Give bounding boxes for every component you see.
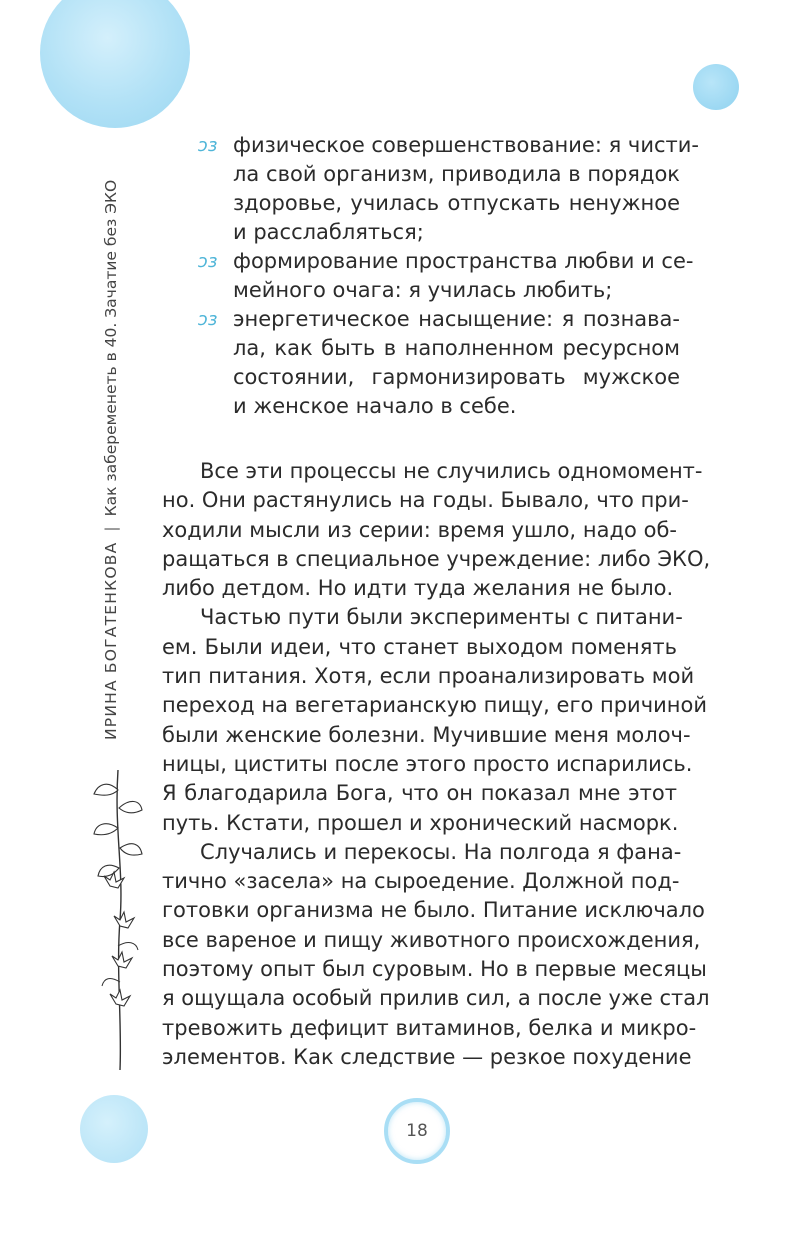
paragraph-line: либо детдом. Но идти туда желания не было. bbox=[162, 576, 674, 601]
running-head bbox=[96, 160, 126, 740]
bullet-line: формирование пространства любви и се- bbox=[233, 249, 694, 273]
paragraph-line: ницы, циститы после этого просто испарились. bbox=[162, 751, 693, 776]
bullet-list bbox=[196, 131, 699, 421]
paragraph-line: были женские болезни. Мучившие меня молоч- bbox=[162, 722, 691, 747]
bullet-icon: ↄз bbox=[198, 309, 218, 330]
bullet-line: физическое совершенствование: я чисти- bbox=[233, 133, 699, 157]
bullet-line: здоровье, училась отпускать ненужное bbox=[233, 191, 680, 215]
paragraph-line: все вареное и пищу животного происхождения, bbox=[162, 927, 701, 952]
page-number: 18 bbox=[406, 1121, 428, 1141]
paragraph-line: ращаться в специальное учреждение: либо ЭКО, bbox=[162, 546, 711, 571]
bullet-line: состоянии, гармонизировать мужское bbox=[233, 365, 680, 389]
paragraph-line: Частью пути были эксперименты с питани- bbox=[200, 605, 683, 630]
paragraph bbox=[162, 603, 707, 837]
bullet-item bbox=[196, 131, 699, 247]
paragraph bbox=[162, 838, 710, 1072]
decorative-watercolor-blob-bottom bbox=[80, 1095, 148, 1163]
paragraph-line: Я благодарила Бога, что он показал мне этот bbox=[162, 781, 677, 806]
paragraph-line: ем. Были идеи, что станет выходом поменять bbox=[162, 634, 677, 659]
paragraph-line: Случались и перекосы. На полгода я фана- bbox=[200, 839, 682, 864]
paragraph-line: тично «засела» на сыроедение. Должной под- bbox=[162, 869, 680, 894]
paragraph-line: я ощущала особый прилив сил, а после уже стал bbox=[162, 986, 710, 1011]
decorative-watercolor-blob-top bbox=[40, 0, 190, 128]
paragraph-line: путь. Кстати, прошел и хронический насморк. bbox=[162, 810, 679, 835]
running-head-title: Как забеременеть в 40. Зачатие без ЭКО bbox=[102, 179, 120, 517]
paragraph-line: тип питания. Хотя, если проанализировать мой bbox=[162, 664, 695, 689]
paragraph bbox=[162, 457, 711, 603]
decorative-watercolor-dot bbox=[693, 64, 739, 110]
bullet-item bbox=[196, 247, 694, 305]
running-head-separator: | bbox=[102, 526, 120, 532]
bullet-line: ла, как быть в наполненном ресурсном bbox=[233, 336, 680, 360]
bullet-line: и расслабляться; bbox=[233, 220, 424, 244]
paragraph-line: поэтому опыт был суровым. Но в первые месяцы bbox=[162, 957, 707, 982]
bullet-line: ла свой организм, приводила в порядок bbox=[233, 162, 680, 186]
body-text bbox=[162, 457, 711, 1072]
paragraph-line: но. Они растянулись на годы. Бывало, что при- bbox=[162, 488, 689, 513]
paragraph-line: Все эти процессы не случились одномомент- bbox=[200, 459, 703, 483]
paragraph-line: элементов. Как следствие — резкое похудение bbox=[162, 1044, 692, 1069]
bullet-icon: ↄз bbox=[198, 251, 218, 272]
bullet-line: мейного очага: я училась любить; bbox=[233, 278, 613, 302]
vine-illustration-icon bbox=[80, 770, 150, 1070]
paragraph-line: переход на вегетарианскую пищу, его причиной bbox=[162, 693, 707, 718]
bullet-item bbox=[196, 305, 680, 421]
paragraph-line: ходили мысли из серии: время ушло, надо об- bbox=[162, 517, 677, 542]
paragraph-line: готовки организма не было. Питание исключало bbox=[162, 898, 705, 923]
running-head-author: ИРИНА БОГАТЕНКОВА bbox=[102, 541, 120, 740]
bullet-line: энергетическое насыщение: я познава- bbox=[233, 307, 680, 331]
bullet-icon: ↄз bbox=[198, 135, 218, 156]
paragraph-line: тревожить дефицит витаминов, белка и микро- bbox=[162, 1015, 697, 1040]
bullet-line: и женское начало в себе. bbox=[233, 394, 517, 418]
